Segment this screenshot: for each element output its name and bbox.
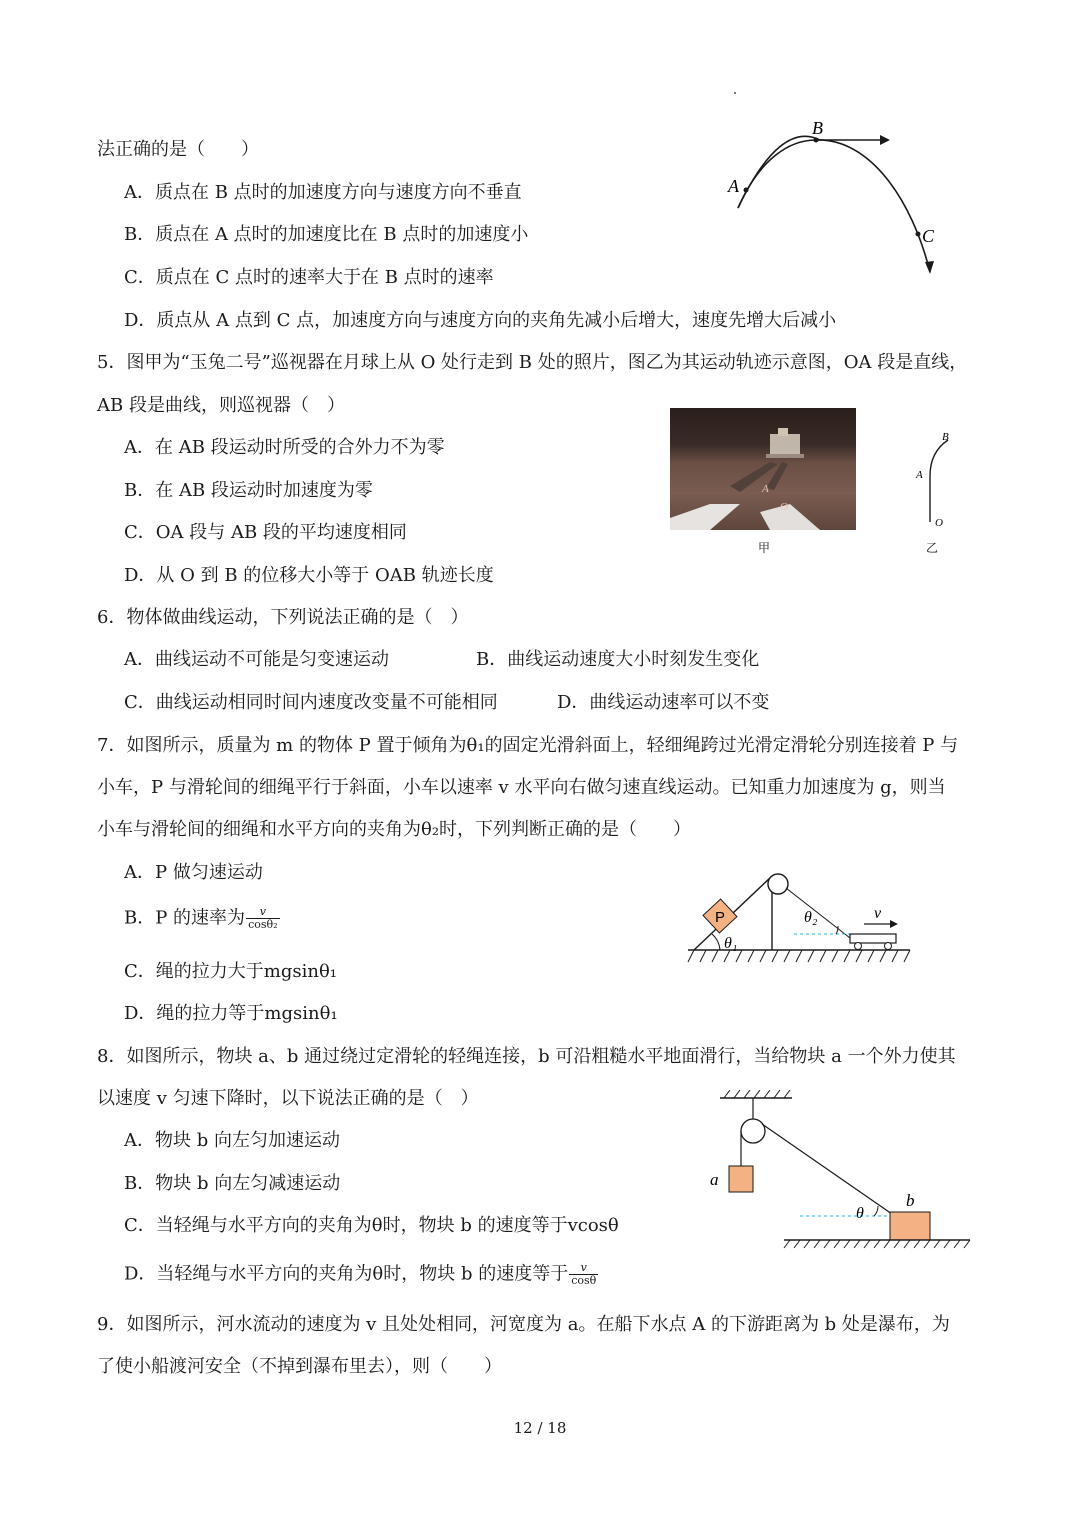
q5-option-d: D．从 O 到 B 的位移大小等于 OAB 轨迹长度 [124,565,494,586]
q9-stem-line1: 9．如图所示，河水流动的速度为 v 且处处相同，河宽度为 a。在船下水点 A 的下游距离为 b 处是瀑布，为 [97,1314,950,1335]
path-label-a: A [916,469,923,481]
q5-stem-line2: AB 段是曲线，则巡视器（ ） [97,395,345,416]
rover-photo [670,408,856,530]
label-c: C [922,226,935,246]
fraction-denominator: cosθ₂ [248,918,278,931]
q5-option-c: C．OA 段与 AB 段的平均速度相同 [124,522,407,543]
q8-option-a: A．物块 b 向左匀加速运动 [124,1130,340,1151]
q7-stem-line2: 小车，P 与滑轮间的细绳平行于斜面，小车以速率 v 水平向右做匀速直线运动。已知重力加速度为 g，则当 [97,777,946,798]
block-b-label: b [906,1191,915,1210]
photo-label-a: A [762,483,769,495]
q7-stem-line1: 7．如图所示，质量为 m 的物体 P 置于倾角为θ₁的固定光滑斜面上，轻细绳跨过光滑定滑轮分别连接着 P 与 [97,735,959,756]
q8-option-d [124,1262,598,1287]
q6-option-b: B．曲线运动速度大小时刻发生变化 [476,649,760,670]
q7-option-b [124,906,280,931]
path-label-b: B [942,431,949,443]
q5-path-figure [908,428,958,534]
theta2-label: θ₂ [804,909,818,926]
q8-stem-line2: 以速度 v 匀速下降时，以下说法正确的是（ ） [97,1088,479,1109]
q4-trajectory-figure [720,110,950,280]
v-label: v [874,905,882,922]
q7-option-a: A．P 做匀速运动 [124,862,263,883]
q7-option-d: D．绳的拉力等于mgsinθ₁ [124,1003,338,1024]
q4-option-d: D．质点从 A 点到 C 点，加速度方向与速度方向的夹角先减小后增大，速度先增大后减小 [124,310,837,331]
q8-option-d-fraction [569,1262,598,1287]
block-a-label: a [710,1170,719,1189]
q4-option-c: C．质点在 C 点时的速率大于在 B 点时的速率 [124,267,494,288]
q8-option-d-text: D．当轻绳与水平方向的夹角为θ时，物块 b 的速度等于 [124,1263,569,1285]
path-label-o: O [935,517,943,529]
theta-label: θ [856,1205,864,1222]
q9-stem-line2: 了使小船渡河安全（不掉到瀑布里去），则（ ） [97,1356,502,1377]
block-p-label: P [715,909,726,926]
q4-stem: 法正确的是（ ） [97,139,259,160]
q6-option-c: C．曲线运动相同时间内速度改变量不可能相同 [124,692,498,713]
q4-option-b: B．质点在 A 点时的加速度比在 B 点时的加速度小 [124,224,529,245]
q5-option-b: B．在 AB 段运动时加速度为零 [124,480,373,501]
q7-incline-figure [686,868,912,968]
fraction-numerator: v [246,906,279,919]
caption-yi: 乙 [926,541,939,555]
q7-option-b-text: B．P 的速率为 [124,907,246,929]
label-b: B [812,118,823,138]
photo-label-o: O [780,501,788,513]
q6-option-d: D．曲线运动速率可以不变 [557,692,770,713]
theta1-label: θ₁ [724,935,738,952]
q8-stem-line1: 8．如图所示，物块 a、b 通过绕过定滑轮的轻绳连接，b 可沿粗糙水平地面滑行，当给物块 a 一个外力使其 [97,1046,956,1067]
label-a: A [728,176,739,196]
q7-stem-line3: 小车与滑轮间的细绳和水平方向的夹角为θ₂时，下列判断正确的是（ ） [97,819,692,840]
speck [734,92,736,94]
q8-option-c: C．当轻绳与水平方向的夹角为θ时，物块 b 的速度等于vcosθ [124,1215,619,1236]
q5-stem-line1: 5．图甲为“玉兔二号”巡视器在月球上从 O 处行走到 B 处的照片，图乙为其运动轨迹示意图，OA 段是直线， [97,352,968,373]
q7-option-c: C．绳的拉力大于mgsinθ₁ [124,961,338,982]
rover-photo-drawing [670,408,856,530]
fraction-denominator: cosθ [571,1274,597,1287]
fraction-numerator: v [569,1262,598,1275]
q6-stem: 6．物体做曲线运动，下列说法正确的是（ ） [97,607,469,628]
q5-option-a: A．在 AB 段运动时所受的合外力不为零 [124,437,445,458]
q4-option-a: A．质点在 B 点时的加速度方向与速度方向不垂直 [124,182,522,203]
caption-jia: 甲 [758,541,771,555]
q8-option-b: B．物块 b 向左匀减速运动 [124,1173,341,1194]
q8-pulley-figure [700,1090,974,1250]
q7-option-b-fraction [246,906,279,931]
page-number: 12 / 18 [513,1419,567,1437]
q6-option-a: A．曲线运动不可能是匀变速运动 [124,649,389,670]
